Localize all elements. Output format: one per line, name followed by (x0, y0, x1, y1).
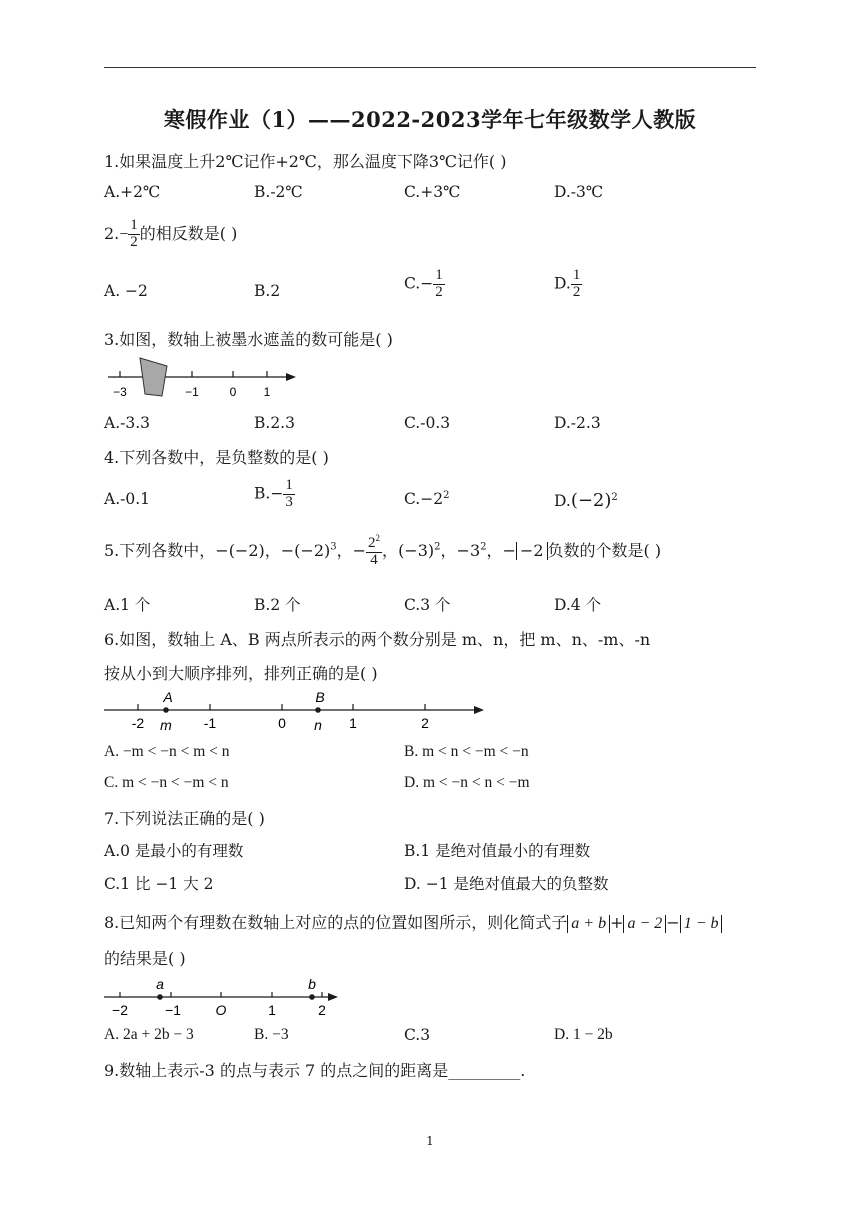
q8-number-line (100, 975, 345, 1021)
q8-option-a[interactable]: A. 2a + 2b − 3 (104, 1026, 194, 1043)
q6-label-neg1: -1 (203, 715, 217, 731)
question-4-stem: 4.下列各数中，是负整数的是( ) (104, 448, 329, 467)
question-2-stem (104, 218, 237, 251)
q6-option-c[interactable]: C. m < −n < −m < n (104, 774, 229, 791)
q2-option-d-fraction (571, 268, 583, 301)
q6-point-a (163, 707, 169, 713)
q5-term-3-fraction (366, 534, 382, 569)
q5-sep-2: ， (336, 540, 353, 560)
q4-option-d-label: D. (554, 492, 571, 510)
q8-minus: − (666, 913, 680, 932)
header-rule (104, 67, 756, 68)
q8-axis-arrow (328, 993, 338, 1001)
q2-fraction (128, 218, 140, 251)
q5-option-c[interactable]: C.3 个 (404, 596, 451, 614)
q4-option-b[interactable] (254, 478, 295, 511)
q6-label-0: 0 (278, 715, 286, 731)
q3-option-d[interactable]: D.-2.3 (554, 414, 601, 432)
page-title: 寒假作业（1）——2022-2023学年七年级数学人教版 (163, 107, 697, 132)
q2-frac-num: 1 (130, 217, 138, 233)
q8-label-neg2: −2 (112, 1002, 128, 1018)
q6-point-b (315, 707, 321, 713)
q3-number-line (100, 352, 300, 402)
q6-axis-arrow (474, 706, 484, 714)
q2-c-num: 1 (435, 267, 443, 283)
q8-label-origin: O (215, 1002, 227, 1018)
q2-option-b[interactable]: B.2 (254, 282, 281, 300)
q3-axis-arrow (286, 373, 296, 381)
q4-option-c-exp: 2 (443, 490, 450, 501)
q7-option-c[interactable]: C.1 比 −1 大 2 (104, 875, 214, 893)
q8-plus: + (610, 913, 624, 932)
q5-term-3-den: 4 (370, 551, 378, 568)
q1-option-c[interactable]: C.+3℃ (404, 183, 461, 201)
q6-label-b: B (315, 689, 325, 705)
q6-option-b[interactable]: B. m < n < −m < −n (404, 743, 529, 760)
q8-option-d[interactable]: D. 1 − 2b (554, 1026, 613, 1043)
q4-b-den: 3 (285, 493, 293, 510)
q8-label-neg1: −1 (165, 1002, 181, 1018)
q6-label-a: A (163, 689, 173, 705)
q7-option-d[interactable]: D. −1 是绝对值最大的负整数 (404, 875, 609, 893)
q3-label-neg3: −3 (113, 385, 127, 399)
question-8-line-2: 的结果是( ) (104, 949, 186, 968)
q1-option-d[interactable]: D.-3℃ (554, 183, 604, 201)
q2-option-c-fraction (433, 268, 445, 301)
q1-option-a[interactable]: A.+2℃ (104, 183, 161, 201)
q3-label-neg1: −1 (185, 385, 199, 399)
q8-abs-3: 1 − b (680, 915, 723, 933)
q5-term-2-exp: 3 (330, 541, 337, 553)
question-5-stem (104, 534, 661, 569)
q5-tail: 负数的个数是( ) (547, 540, 662, 560)
q2-d-num: 1 (572, 267, 581, 283)
q4-option-b-minus: − (270, 484, 284, 503)
q5-option-a[interactable]: A.1 个 (104, 596, 151, 614)
q7-option-b[interactable]: B.1 是绝对值最小的有理数 (404, 842, 591, 860)
q2-tail: 的相反数是( ) (139, 223, 238, 243)
q5-sep-4: ， (440, 540, 457, 560)
q8-label-b: b (308, 976, 316, 992)
q3-option-a[interactable]: A.-3.3 (104, 414, 151, 432)
page-number: 1 (426, 1134, 434, 1148)
q5-sep-3: ， (382, 540, 399, 560)
q6-number-line (100, 686, 490, 736)
q3-label-1: 1 (263, 385, 271, 399)
q6-label-m: m (160, 717, 172, 733)
q4-option-d-base: (−2) (570, 490, 612, 511)
q8-option-b[interactable]: B. −3 (254, 1026, 289, 1043)
q2-c-den: 2 (435, 283, 443, 300)
q2-option-a[interactable]: A. −2 (104, 282, 148, 300)
q5-term-3-num-exp: 2 (375, 533, 381, 543)
q5-sep-5: ， (486, 540, 503, 560)
question-6-line-1: 6.如图，数轴上 A、B 两点所表示的两个数分别是 m、n，把 m、n、-m、-n (104, 630, 651, 649)
q5-lead: 5.下列各数中， (104, 540, 216, 560)
q8-point-a (157, 994, 163, 1000)
q2-option-c-label: C. (404, 274, 421, 293)
q5-term-3-minus: − (352, 540, 367, 560)
q2-d-den: 2 (572, 283, 581, 300)
question-7-stem: 7.下列说法正确的是( ) (104, 809, 265, 828)
q3-label-0: 0 (229, 385, 237, 399)
q8-point-b (309, 994, 315, 1000)
q6-option-a[interactable]: A. −m < −n < m < n (104, 743, 230, 760)
q3-option-c[interactable]: C.-0.3 (404, 414, 451, 432)
q6-option-d[interactable]: D. m < −n < n < −m (404, 774, 530, 791)
q4-option-c-base: −2 (420, 490, 444, 509)
q4-option-a[interactable]: A.-0.1 (104, 490, 151, 508)
q5-term-4: (−3) (398, 540, 435, 560)
q8-label-1: 1 (268, 1002, 276, 1018)
q5-term-6-minus: − (502, 540, 516, 560)
q2-frac-den: 2 (130, 233, 138, 250)
q8-abs-2: a − 2 (623, 915, 666, 933)
q4-option-d-exp: 2 (611, 491, 618, 503)
question-8-line-1 (104, 910, 722, 933)
q4-option-c[interactable] (404, 490, 449, 508)
q5-option-d[interactable]: D.4 个 (554, 596, 602, 614)
q5-term-3-num-base: 2 (368, 535, 376, 551)
question-9-stem: 9.数轴上表示-3 的点与表示 7 的点之间的距离是_________. (104, 1061, 526, 1080)
q8-abs-1: a + b (567, 915, 610, 933)
q8-label-a: a (156, 976, 164, 992)
q1-option-b[interactable]: B.-2℃ (254, 183, 303, 201)
q2-option-d[interactable] (554, 268, 582, 301)
question-3-stem: 3.如图，数轴上被墨水遮盖的数可能是( ) (104, 330, 393, 349)
q4-option-d[interactable] (554, 490, 618, 511)
q5-term-6-abs: −2 (516, 542, 548, 560)
q6-label-1: 1 (349, 715, 357, 731)
question-6-line-2: 按从小到大顺序排列，排列正确的是( ) (104, 664, 378, 683)
question-1-stem: 1.如果温度上升2℃记作+2℃，那么温度下降3℃记作( ) (104, 152, 507, 171)
q4-option-c-label: C. (404, 490, 421, 509)
q6-label-2: 2 (421, 715, 429, 731)
q2-option-c-minus: − (420, 274, 434, 293)
q5-term-3-num (366, 534, 382, 553)
q8-option-c[interactable]: C.3 (404, 1026, 431, 1044)
q7-option-a[interactable]: A.0 是最小的有理数 (104, 842, 244, 860)
q8-label-2: 2 (318, 1002, 326, 1018)
q5-term-4-exp: 2 (434, 541, 441, 553)
q4-b-num: 1 (285, 477, 293, 493)
q4-option-b-fraction (283, 478, 295, 511)
q4-option-b-label: B. (254, 484, 271, 503)
q5-term-2: −(−2) (280, 540, 331, 560)
q5-term-5-exp: 2 (480, 541, 487, 553)
q2-number: 2. (104, 223, 120, 243)
q2-minus: − (119, 225, 129, 243)
q2-option-c[interactable] (404, 268, 445, 301)
q2-option-d-label: D. (554, 274, 571, 293)
q8-text: 8.已知两个有理数在数轴上对应的点的位置如图所示，则化简式子 (104, 913, 568, 932)
q3-ink-blot (140, 358, 167, 396)
q5-option-b[interactable]: B.2 个 (254, 596, 301, 614)
q5-term-1: −(−2)， (215, 540, 281, 560)
q5-term-5: −3 (456, 540, 481, 560)
q3-option-b[interactable]: B.2.3 (254, 414, 295, 432)
q6-label-n: n (314, 717, 322, 733)
q6-label-neg2: -2 (131, 715, 145, 731)
